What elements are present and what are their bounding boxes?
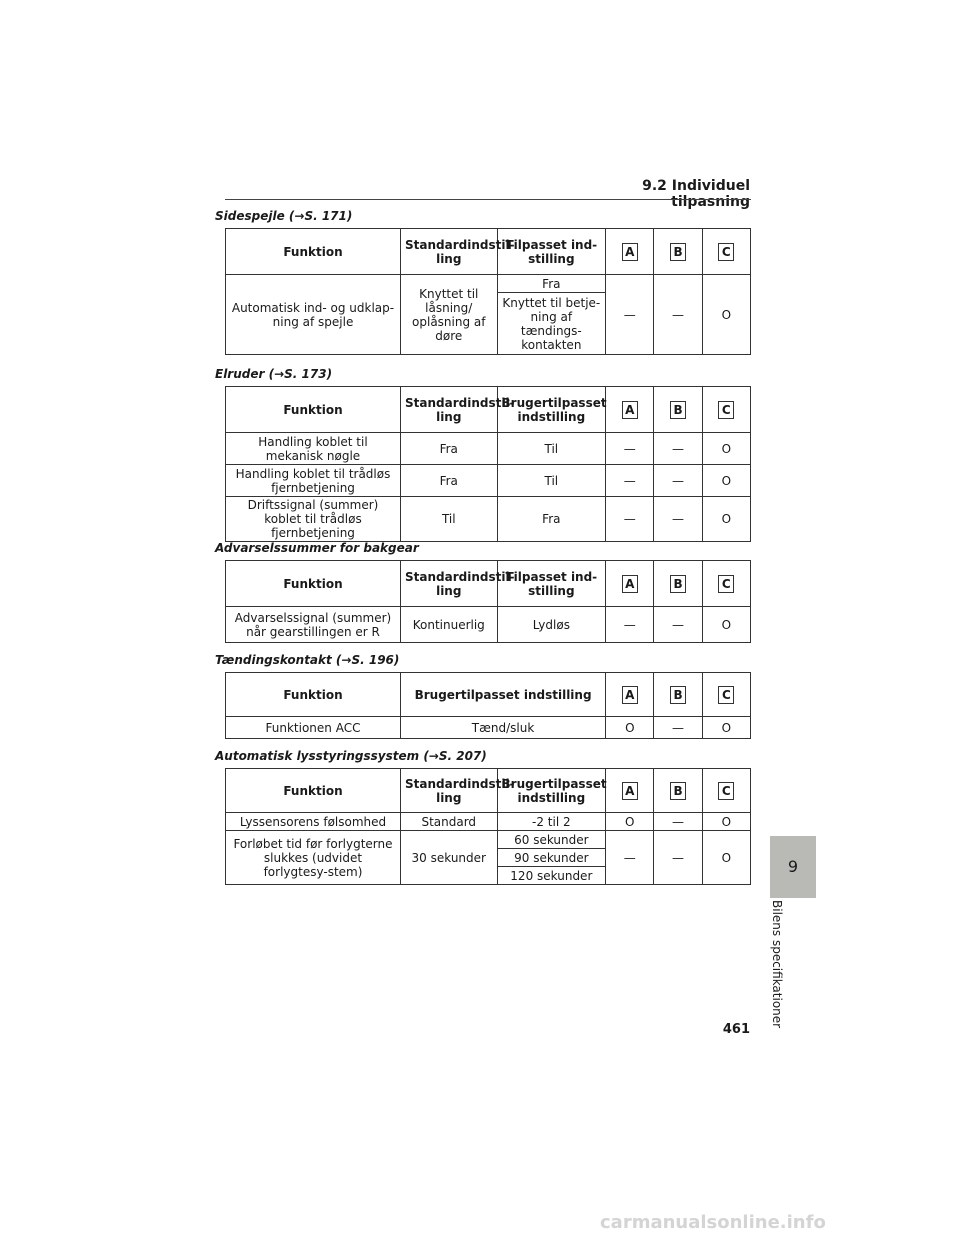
section-title-sidespejle: Sidespejle (→S. 171) bbox=[215, 209, 353, 223]
letter-b-icon: B bbox=[670, 243, 686, 261]
table-sidespejle bbox=[225, 228, 751, 355]
table-row bbox=[226, 607, 751, 643]
col-header-funktion: Funktion bbox=[226, 561, 401, 607]
chapter-tab bbox=[770, 836, 816, 898]
col-header-c bbox=[702, 673, 750, 717]
cell-funktion: Driftssignal (summer) koblet til trådløs fjernbetjening bbox=[226, 497, 401, 542]
col-header-a bbox=[606, 673, 654, 717]
cell-funktion: Lyssensorens følsomhed bbox=[226, 813, 401, 831]
cell-custom: -2 til 2 bbox=[497, 813, 606, 831]
cell-a: O bbox=[606, 813, 654, 831]
letter-a-icon: A bbox=[622, 243, 638, 261]
col-header-funktion: Funktion bbox=[226, 387, 401, 433]
table-header-row bbox=[226, 673, 751, 717]
table-header-row bbox=[226, 769, 751, 813]
cell-funktion: Advarselssignal (summer) når gearstillingen er R bbox=[226, 607, 401, 643]
letter-b-icon: B bbox=[670, 401, 686, 419]
letter-b-icon: B bbox=[670, 686, 686, 704]
table-elruder bbox=[225, 386, 751, 542]
col-header-custom: Brugertilpasset indstilling bbox=[497, 387, 606, 433]
cell-a: — bbox=[606, 607, 654, 643]
col-header-b bbox=[654, 769, 702, 813]
table-row bbox=[226, 813, 751, 831]
table-taendingskontakt bbox=[225, 672, 751, 739]
section-title-advarselssummer: Advarselssummer for bakgear bbox=[215, 541, 419, 555]
letter-a-icon: A bbox=[622, 686, 638, 704]
cell-custom-1: Fra bbox=[497, 275, 606, 293]
cell-standard: Fra bbox=[400, 433, 497, 465]
cell-standard: 30 sekunder bbox=[400, 831, 497, 885]
col-header-standard: Standardindstil-ling bbox=[400, 769, 497, 813]
letter-a-icon: A bbox=[622, 401, 638, 419]
cell-c: O bbox=[702, 813, 750, 831]
cell-b: — bbox=[654, 465, 702, 497]
table-advarselssummer bbox=[225, 560, 751, 643]
col-header-b bbox=[654, 561, 702, 607]
cell-c: O bbox=[702, 465, 750, 497]
table-header-row bbox=[226, 229, 751, 275]
cell-a: — bbox=[606, 275, 654, 355]
col-header-b bbox=[654, 387, 702, 433]
cell-standard: Standard bbox=[400, 813, 497, 831]
cell-c: O bbox=[702, 717, 750, 739]
table-row bbox=[226, 433, 751, 465]
table-row bbox=[226, 465, 751, 497]
table-header-row bbox=[226, 561, 751, 607]
table-header-row bbox=[226, 387, 751, 433]
col-header-custom: Brugertilpasset indstilling bbox=[400, 673, 605, 717]
cell-c: O bbox=[702, 433, 750, 465]
cell-c: O bbox=[702, 607, 750, 643]
col-header-funktion: Funktion bbox=[226, 229, 401, 275]
cell-custom: Til bbox=[497, 433, 606, 465]
section-title-elruder: Elruder (→S. 173) bbox=[215, 367, 333, 381]
cell-custom: Lydløs bbox=[497, 607, 606, 643]
cell-custom-2: 90 sekunder bbox=[497, 849, 606, 867]
col-header-standard: Standardindstil-ling bbox=[400, 387, 497, 433]
col-header-custom: Tilpasset ind-stilling bbox=[497, 229, 606, 275]
cell-b: — bbox=[654, 433, 702, 465]
table-row bbox=[226, 831, 751, 849]
cell-custom: Fra bbox=[497, 497, 606, 542]
table-row bbox=[226, 717, 751, 739]
letter-a-icon: A bbox=[622, 575, 638, 593]
cell-b: — bbox=[654, 717, 702, 739]
letter-c-icon: C bbox=[718, 686, 734, 704]
table-row bbox=[226, 275, 751, 293]
cell-b: — bbox=[654, 607, 702, 643]
cell-standard: Kontinuerlig bbox=[400, 607, 497, 643]
cell-standard: Til bbox=[400, 497, 497, 542]
chapter-number: 9 bbox=[787, 857, 799, 876]
cell-funktion: Funktionen ACC bbox=[226, 717, 401, 739]
cell-custom: Til bbox=[497, 465, 606, 497]
col-header-a bbox=[606, 769, 654, 813]
cell-custom-3: 120 sekunder bbox=[497, 867, 606, 885]
cell-c: O bbox=[702, 497, 750, 542]
col-header-standard: Standardindstil-ling bbox=[400, 561, 497, 607]
cell-custom-2: Knyttet til betje-ning af tændings-kontakten bbox=[497, 293, 606, 355]
cell-custom-1: 60 sekunder bbox=[497, 831, 606, 849]
col-header-c bbox=[702, 229, 750, 275]
cell-b: — bbox=[654, 275, 702, 355]
cell-funktion: Handling koblet til mekanisk nøgle bbox=[226, 433, 401, 465]
cell-a: — bbox=[606, 831, 654, 885]
col-header-funktion: Funktion bbox=[226, 769, 401, 813]
col-header-b bbox=[654, 229, 702, 275]
cell-a: — bbox=[606, 433, 654, 465]
chapter-label: Bilens specifikationer bbox=[770, 900, 784, 1029]
letter-c-icon: C bbox=[718, 243, 734, 261]
col-header-c bbox=[702, 561, 750, 607]
cell-funktion: Automatisk ind- og udklap-ning af spejle bbox=[226, 275, 401, 355]
cell-funktion: Forløbet tid før forlygterne slukkes (udvidet forlygtesy-stem) bbox=[226, 831, 401, 885]
col-header-custom: Tilpasset ind-stilling bbox=[497, 561, 606, 607]
col-header-funktion: Funktion bbox=[226, 673, 401, 717]
letter-c-icon: C bbox=[718, 575, 734, 593]
col-header-a bbox=[606, 387, 654, 433]
table-row bbox=[226, 497, 751, 542]
letter-c-icon: C bbox=[718, 782, 734, 800]
col-header-b bbox=[654, 673, 702, 717]
cell-c: O bbox=[702, 831, 750, 885]
page-header-title: 9.2 Individuel tilpasning bbox=[642, 178, 750, 210]
letter-c-icon: C bbox=[718, 401, 734, 419]
col-header-a bbox=[606, 229, 654, 275]
cell-b: — bbox=[654, 497, 702, 542]
section-title-taendingskontakt: Tændingskontakt (→S. 196) bbox=[215, 653, 400, 667]
cell-a: O bbox=[606, 717, 654, 739]
letter-b-icon: B bbox=[670, 575, 686, 593]
section-title-lysstyring: Automatisk lysstyringssystem (→S. 207) bbox=[215, 749, 487, 763]
cell-a: — bbox=[606, 497, 654, 542]
col-header-standard: Standardindstil-ling bbox=[400, 229, 497, 275]
cell-standard: Knyttet til låsning/ oplåsning af døre bbox=[400, 275, 497, 355]
letter-a-icon: A bbox=[622, 782, 638, 800]
col-header-c bbox=[702, 387, 750, 433]
cell-c: O bbox=[702, 275, 750, 355]
cell-standard: Fra bbox=[400, 465, 497, 497]
watermark: carmanualsonline.info bbox=[600, 1212, 826, 1233]
cell-a: — bbox=[606, 465, 654, 497]
header-divider bbox=[225, 199, 751, 200]
cell-custom: Tænd/sluk bbox=[400, 717, 605, 739]
col-header-a bbox=[606, 561, 654, 607]
cell-funktion: Handling koblet til trådløs fjernbetjening bbox=[226, 465, 401, 497]
page-number: 461 bbox=[722, 1022, 750, 1037]
letter-b-icon: B bbox=[670, 782, 686, 800]
col-header-custom: Brugertilpasset indstilling bbox=[497, 769, 606, 813]
col-header-c bbox=[702, 769, 750, 813]
table-lysstyring bbox=[225, 768, 751, 885]
cell-b: — bbox=[654, 813, 702, 831]
cell-b: — bbox=[654, 831, 702, 885]
